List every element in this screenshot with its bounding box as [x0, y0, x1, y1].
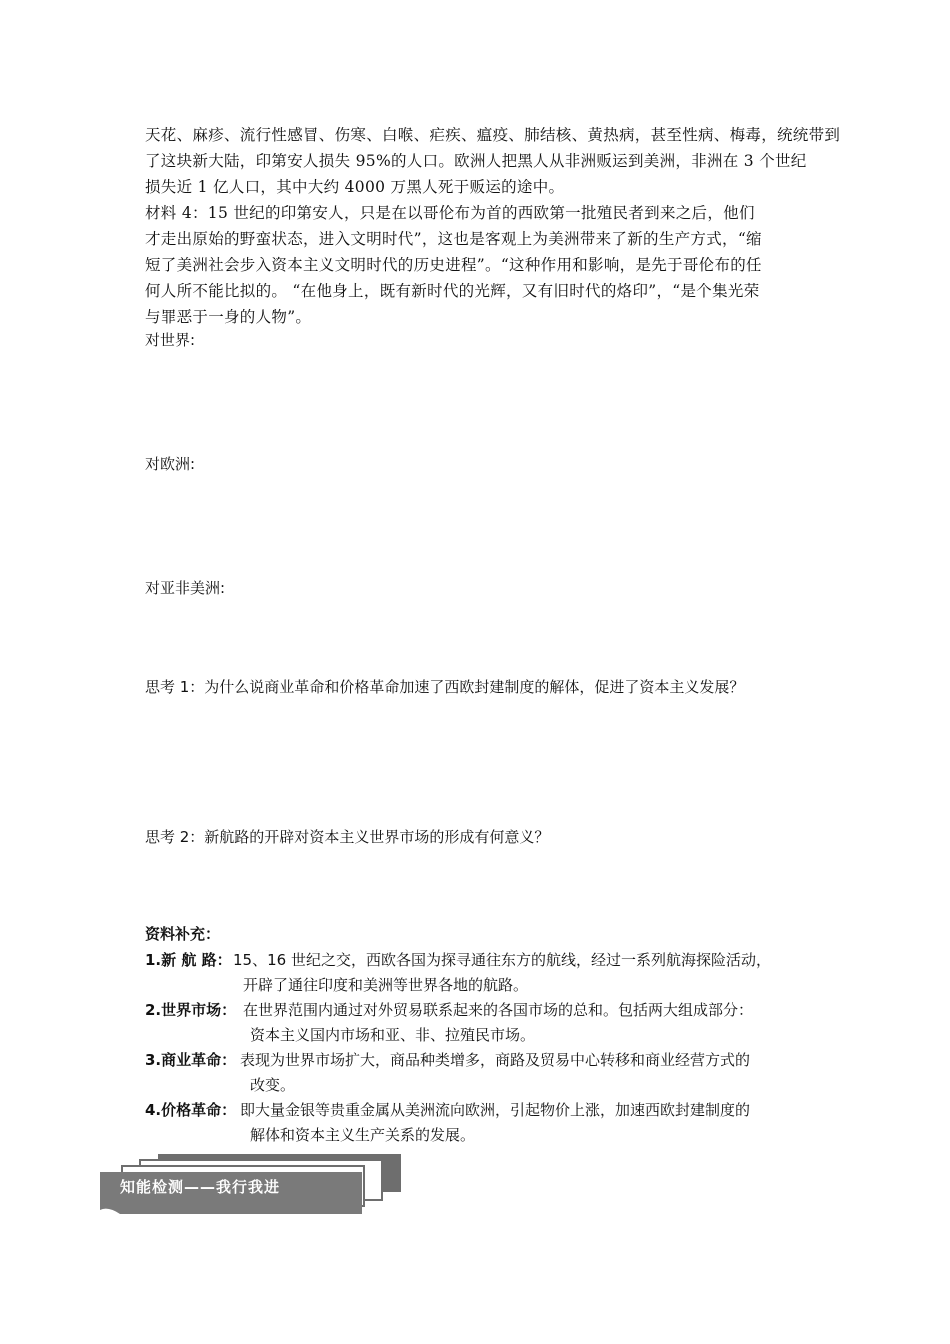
passage-line: 才走出原始的野蛮状态，进入文明时代”，这也是客观上为美洲带来了新的生产方式，“缩 — [145, 230, 762, 248]
term-new-route: 1.新 航 路： — [145, 951, 232, 969]
definition-line: 在世界范围内通过对外贸易联系起来的各国市场的总和。包括两大组成部分： — [243, 1001, 754, 1019]
term-price-revolution: 4.价格革命： — [145, 1101, 237, 1119]
definition-line: 表现为世界市场扩大，商品种类增多，商路及贸易中心转移和商业经营方式的 — [240, 1051, 751, 1069]
prompt-europe: 对欧洲: — [145, 455, 196, 473]
definition-line: 改变。 — [250, 1076, 296, 1094]
term-commercial-revolution: 3.商业革命： — [145, 1051, 237, 1069]
passage-line: 天花、麻疹、流行性感冒、伤寒、白喉、疟疾、瘟疫、肺结核、黄热病，甚至性病、梅毒，统统带到 — [145, 126, 841, 144]
passage-line: 与罪恶于一身的人物”。 — [145, 308, 312, 326]
question-1: 思考 1：为什么说商业革命和价格革命加速了西欧封建制度的解体，促进了资本主义发展？ — [145, 678, 745, 696]
definition-line: 解体和资本主义生产关系的发展。 — [250, 1126, 476, 1144]
passage-line: 材料 4：15 世纪的印第安人，只是在以哥伦布为首的西欧第一批殖民者到来之后，他们 — [145, 204, 755, 222]
definition-line: 即大量金银等贵重金属从美洲流向欧洲，引起物价上涨，加速西欧封建制度的 — [240, 1101, 751, 1119]
definition-line: 15、16 世纪之交，西欧各国为探寻通往东方的航线，经过一系列航海探险活动， — [233, 951, 771, 969]
passage-line: 了这块新大陆，印第安人损失 95%的人口。欧洲人把黑人从非洲贩运到美洲，非洲在 3 个世纪 — [145, 152, 807, 170]
definition-line: 资本主义国内市场和亚、非、拉殖民市场。 — [250, 1026, 536, 1044]
section-banner-title: 知能检测——我行我进 — [120, 1178, 281, 1196]
passage-line: 短了美洲社会步入资本主义文明时代的历史进程”。“这种作用和影响，是先于哥伦布的任 — [145, 256, 762, 274]
supplement-title: 资料补充： — [145, 925, 221, 943]
passage-line: 损失近 1 亿人口，其中大约 4000 万黑人死于贩运的途中。 — [145, 178, 565, 196]
question-2: 思考 2：新航路的开辟对资本主义世界市场的形成有何意义？ — [145, 828, 550, 846]
prompt-asia-africa-america: 对亚非美洲: — [145, 579, 226, 597]
prompt-world: 对世界: — [145, 331, 196, 349]
passage-line: 何人所不能比拟的。 “在他身上，既有新时代的光辉，又有旧时代的烙印”，“是个集光荣 — [145, 282, 760, 300]
definition-line: 开辟了通往印度和美洲等世界各地的航路。 — [243, 976, 529, 994]
term-world-market: 2.世界市场： — [145, 1001, 237, 1019]
